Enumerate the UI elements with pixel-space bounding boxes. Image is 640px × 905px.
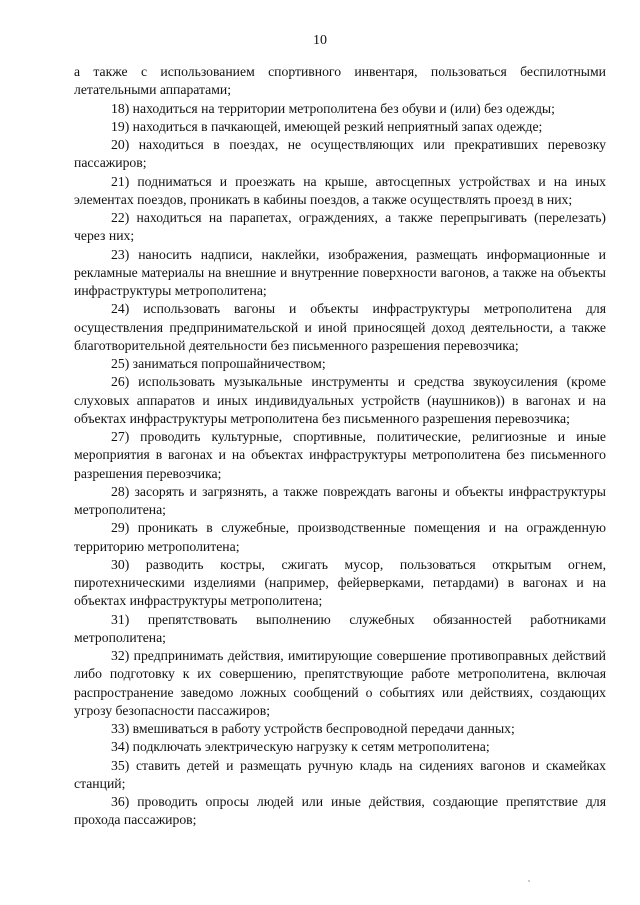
list-item-32: 32) предпринимать действия, имитирующие совершение противоправных действий либо подготовку к их совершению, препятствующие работе метрополитена, включая распространение заведомо ложных сообщений о событиях или действиях, создающих угрозу безопасности пассажиров;	[74, 648, 606, 718]
list-item-29: 29) проникать в служебные, производственные помещения и на огражденную территорию метрополитена;	[74, 520, 606, 554]
list-item-21: 21) подниматься и проезжать на крыше, автосцепных устройствах и на иных элементах поездов, проникать в кабины поездов, а также осуществлять проезд в них;	[74, 173, 606, 207]
list-item-27: 27) проводить культурные, спортивные, политические, религиозные и иные мероприятия в вагонах и на объектах инфраструктуры метрополитена без письменного разрешения перевозчика;	[74, 429, 606, 481]
scan-speck	[528, 880, 530, 882]
page-number: 10	[313, 33, 327, 48]
list-item-20: 20) находиться в поездах, не осуществляющих или прекративших перевозку пассажиров;	[74, 137, 606, 171]
list-item-34: 34) подключать электрическую нагрузку к сетям метрополитена;	[111, 739, 490, 755]
list-item-33: 33) вмешиваться в работу устройств беспроводной передачи данных;	[111, 721, 515, 736]
list-item-18: 18) находиться на территории метрополитена без обуви и (или) без одежды;	[111, 100, 555, 116]
list-item-26: 26) использовать музыкальные инструменты и средства звукоусиления (кроме слуховых аппаратов и иных индивидуальных устройств (наушников)) в вагонах и на объектах инфраструктуры метрополитена без письменного разрешения перевозчика;	[74, 374, 606, 426]
document-body	[74, 63, 606, 830]
list-item-22: 22) находиться на парапетах, ограждениях, а также перепрыгивать (перелезать) через них;	[74, 210, 606, 244]
list-item-36: 36) проводить опросы людей или иные действия, создающие препятствие для прохода пассажиров;	[74, 794, 606, 828]
list-item-19: 19) находиться в пачкающей, имеющей резкий неприятный запах одежде;	[111, 118, 543, 134]
list-item-30: 30) разводить костры, сжигать мусор, пользоваться открытым огнем, пиротехническими изделиями (например, фейерверками, петардами) в вагонах и на объектах инфраструктуры метрополитена;	[74, 556, 606, 609]
list-item-23: 23) наносить надписи, наклейки, изображения, размещать информационные и рекламные материалы на внешние и внутренние поверхности вагонов, а также на объекты инфраструктуры метрополитена;	[74, 246, 606, 298]
list-item-28: 28) засорять и загрязнять, а также повреждать вагоны и объекты инфраструктуры метрополитена;	[74, 483, 606, 517]
list-item-35: 35) ставить детей и размещать ручную кладь на сидениях вагонов и скамейках станций;	[74, 757, 606, 791]
list-item-25: 25) заниматься попрошайничеством;	[111, 356, 326, 371]
list-item-31: 31) препятствовать выполнению служебных обязанностей работниками метрополитена;	[74, 611, 606, 645]
paragraph-continuation: а также с использованием спортивного инвентаря, пользоваться беспилотными летательными аппаратами;	[74, 64, 606, 98]
list-item-24: 24) использовать вагоны и объекты инфраструктуры метрополитена для осуществления предпринимательской и иной приносящей доход деятельности, а также благотворительной деятельности без письменного разрешения перевозчика;	[74, 301, 606, 353]
